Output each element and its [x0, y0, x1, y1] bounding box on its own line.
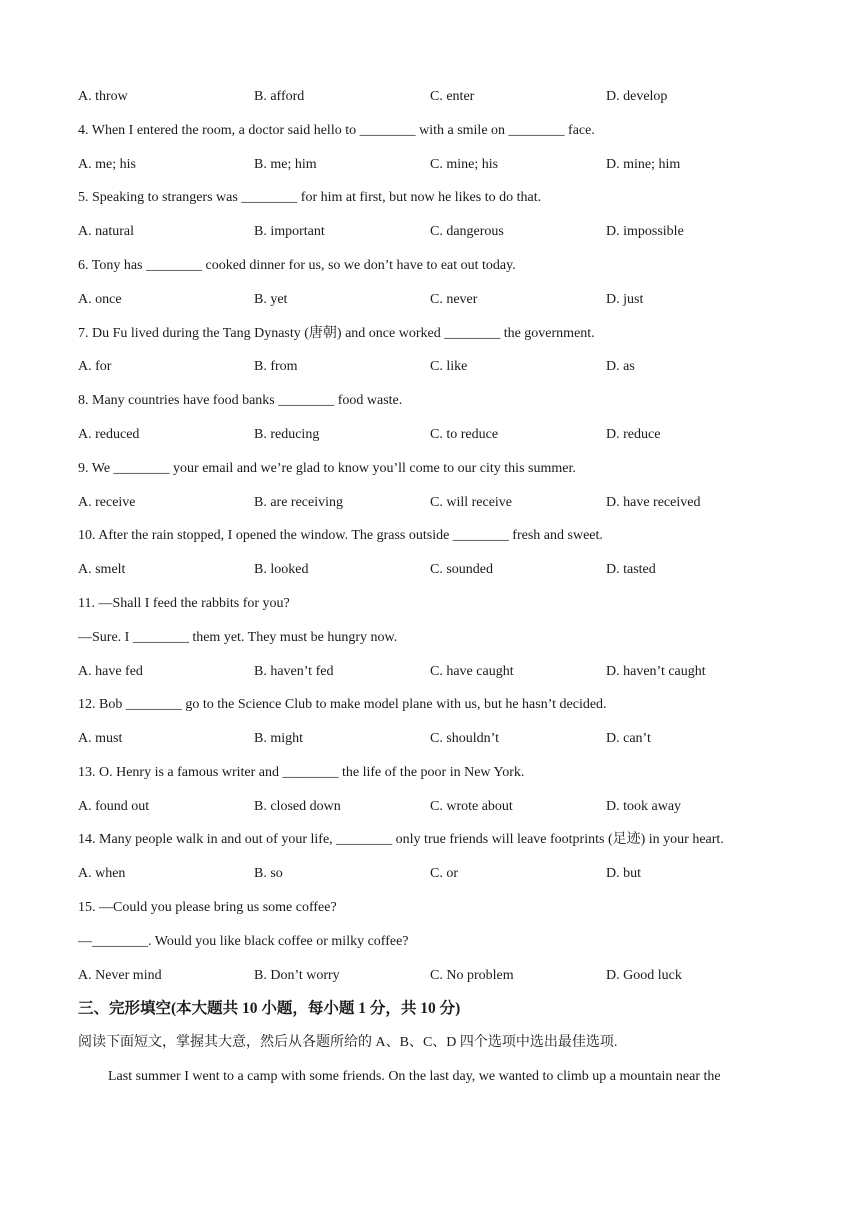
- q14-option-c: C. or: [430, 866, 458, 881]
- q10-option-d: D. tasted: [606, 562, 656, 577]
- q11-option-b: B. haven’t fed: [254, 664, 334, 679]
- q5-options: [78, 223, 798, 241]
- q4-option-a: A. me; his: [78, 157, 136, 172]
- q5-stem: 5. Speaking to strangers was ________ for him at first, but now he likes to do that.: [78, 190, 542, 205]
- q14-option-d: D. but: [606, 866, 641, 881]
- q9-option-b: B. are receiving: [254, 495, 344, 510]
- q11-option-a: A. have fed: [78, 664, 143, 679]
- q15-stem-reply: —________. Would you like black coffee or milky coffee?: [78, 934, 409, 949]
- q13-option-a: A. found out: [78, 799, 150, 814]
- q13-options: [78, 798, 798, 816]
- q9-option-d: D. have received: [606, 495, 701, 510]
- q7-options: [78, 358, 798, 376]
- q5-option-b: B. important: [254, 224, 325, 239]
- q7-option-b: B. from: [254, 359, 298, 374]
- q13-option-c: C. wrote about: [430, 799, 513, 814]
- q7-option-d: D. as: [606, 359, 635, 374]
- passage-first-line: Last summer I went to a camp with some friends. On the last day, we wanted to climb up a mountain near the: [108, 1069, 721, 1084]
- q6-option-c: C. never: [430, 292, 478, 307]
- q11-options: [78, 663, 798, 681]
- q14-option-b: B. so: [254, 866, 283, 881]
- q9-options: [78, 494, 798, 512]
- q6-option-a: A. once: [78, 292, 122, 307]
- q6-stem: 6. Tony has ________ cooked dinner for us, so we don’t have to eat out today.: [78, 258, 516, 273]
- q12-option-c: C. shouldn’t: [430, 731, 499, 746]
- q3-option-b: B. afford: [254, 89, 305, 104]
- q13-option-b: B. closed down: [254, 799, 341, 814]
- q12-options: [78, 730, 798, 748]
- q6-option-b: B. yet: [254, 292, 288, 307]
- q12-option-d: D. can’t: [606, 731, 651, 746]
- q8-option-c: C. to reduce: [430, 427, 499, 442]
- q10-option-c: C. sounded: [430, 562, 493, 577]
- q12-stem: 12. Bob ________ go to the Science Club to make model plane with us, but he hasn’t decided.: [78, 697, 607, 712]
- q10-options: [78, 561, 798, 579]
- q15-stem: 15. —Could you please bring us some coffee?: [78, 900, 337, 915]
- q3-option-d: D. develop: [606, 89, 668, 104]
- q4-options: [78, 156, 798, 174]
- q8-options: [78, 426, 798, 444]
- q4-option-c: C. mine; his: [430, 157, 499, 172]
- q11-stem: 11. —Shall I feed the rabbits for you?: [78, 596, 290, 611]
- q6-options: [78, 291, 798, 309]
- q10-option-b: B. looked: [254, 562, 309, 577]
- q13-stem: 13. O. Henry is a famous writer and ________ the life of the poor in New York.: [78, 765, 525, 780]
- q4-option-b: B. me; him: [254, 157, 317, 172]
- q5-option-c: C. dangerous: [430, 224, 504, 239]
- q3-options: [78, 88, 798, 106]
- q7-option-c: C. like: [430, 359, 468, 374]
- q10-stem: 10. After the rain stopped, I opened the window. The grass outside ________ fresh and sweet.: [78, 528, 603, 543]
- q11-option-d: D. haven’t caught: [606, 664, 706, 679]
- q12-option-a: A. must: [78, 731, 123, 746]
- q5-option-a: A. natural: [78, 224, 134, 239]
- q9-stem: 9. We ________ your email and we’re glad to know you’ll come to our city this summer.: [78, 461, 576, 476]
- q14-options: [78, 865, 798, 883]
- q3-option-c: C. enter: [430, 89, 475, 104]
- q15-option-d: D. Good luck: [606, 968, 682, 983]
- q6-option-d: D. just: [606, 292, 644, 307]
- q8-option-b: B. reducing: [254, 427, 320, 442]
- q11-stem-reply: —Sure. I ________ them yet. They must be hungry now.: [78, 630, 398, 645]
- q14-stem: 14. Many people walk in and out of your life, ________ only true friends will leave footprints (足迹) in your heart.: [78, 832, 724, 847]
- q7-option-a: A. for: [78, 359, 112, 374]
- q11-option-c: C. have caught: [430, 664, 514, 679]
- section-3-heading: 三、完形填空(本大题共 10 小题，每小题 1 分，共 10 分): [78, 1000, 461, 1017]
- q15-option-c: C. No problem: [430, 968, 514, 983]
- q13-option-d: D. took away: [606, 799, 682, 814]
- section-3-instruction: 阅读下面短文，掌握其大意，然后从各题所给的 A、B、C、D 四个选项中选出最佳选项.: [78, 1035, 618, 1050]
- q5-option-d: D. impossible: [606, 224, 684, 239]
- q4-stem: 4. When I entered the room, a doctor said hello to ________ with a smile on ________ face.: [78, 123, 595, 138]
- q10-option-a: A. smelt: [78, 562, 126, 577]
- q8-stem: 8. Many countries have food banks ________ food waste.: [78, 393, 403, 408]
- q9-option-a: A. receive: [78, 495, 136, 510]
- q7-stem: 7. Du Fu lived during the Tang Dynasty (唐朝) and once worked ________ the government.: [78, 326, 595, 341]
- q14-option-a: A. when: [78, 866, 126, 881]
- q4-option-d: D. mine; him: [606, 157, 681, 172]
- q15-option-b: B. Don’t worry: [254, 968, 340, 983]
- q8-option-a: A. reduced: [78, 427, 140, 442]
- q15-option-a: A. Never mind: [78, 968, 162, 983]
- q9-option-c: C. will receive: [430, 495, 513, 510]
- q15-options: [78, 967, 798, 985]
- q8-option-d: D. reduce: [606, 427, 661, 442]
- q3-option-a: A. throw: [78, 89, 128, 104]
- q12-option-b: B. might: [254, 731, 304, 746]
